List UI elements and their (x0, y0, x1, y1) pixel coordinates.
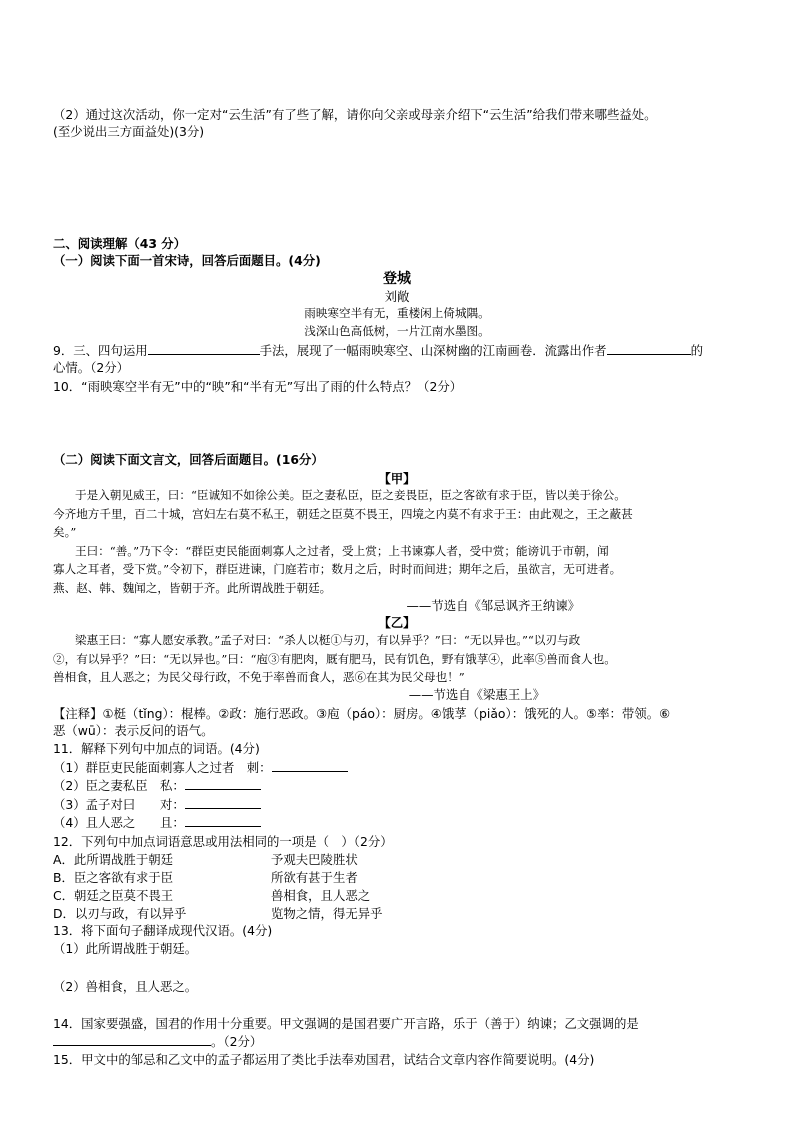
poem-author: 刘敞 (384, 289, 410, 304)
q8-2-line2: (至少说出三方面益处)(3分) (53, 124, 205, 139)
q14-line2 (53, 1033, 262, 1050)
q14-line1: 14．国家要强盛，国君的作用十分重要。甲文强调的是国君要广开言路，乐于（善于）纳谏；乙文强调的是 (53, 1016, 639, 1031)
q11-item-3-text: （3）孟子对曰 对： (53, 797, 185, 812)
q13-title: 13．将下面句子翻译成现代汉语。(4分) (53, 923, 273, 938)
q9-blank-1[interactable] (148, 342, 260, 355)
q11-item-4 (53, 814, 261, 831)
yi-heading: 【乙】 (378, 615, 416, 630)
yi-line1: 梁惠王曰：“寡人愿安承教。”孟子对曰：“杀人以梃①与刃，有以异乎？”曰：“无以异也。”“以刃与政 (75, 633, 581, 647)
notes-line1: 【注释】①梃（tǐng）：棍棒。②政：施行恶政。③庖（páo）：厨房。④饿莩（piǎo）：饿死的人。⑤率：带领。⑥ (53, 706, 671, 721)
q11-blank-4[interactable] (185, 814, 261, 827)
q15: 15．甲文中的邹忌和乙文中的孟子都运用了类比手法奉劝国君，试结合文章内容作简要说明。(4分) (53, 1052, 595, 1067)
part2-title: （二）阅读下面文言文，回答后面题目。(16分） (53, 452, 324, 467)
jia-p2-line1: 王曰：“善。”乃下令：“群臣吏民能面刺寡人之过者，受上赏；上书谏寡人者，受中赏；能谤讥于市朝，闻 (75, 544, 609, 558)
q11-item-3 (53, 796, 261, 813)
q11-item-2 (53, 777, 261, 794)
poem-line-1: 雨映寒空半有无，重楼闲上倚城隅。 (304, 306, 490, 320)
jia-p1-line2: 今齐地方千里，百二十城，宫妇左右莫不私王，朝廷之臣莫不畏王，四境之内莫不有求于王：由此观之，王之蔽甚 (53, 507, 633, 521)
yi-line3: 兽相食，且人恶之；为民父母行政，不免于率兽而食人，恶⑥在其为民父母也！” (53, 670, 465, 684)
q12-title: 12．下列句中加点词语意思或用法相同的一项是（ ）（2分） (53, 834, 393, 849)
q12-option-b[interactable]: B．臣之客欲有求于臣 (53, 870, 174, 885)
poem-title: 登城 (383, 271, 411, 287)
notes-line2: 恶（wū）：表示反问的语气。 (53, 723, 214, 738)
q14-line2-text: 。（2分） (211, 1034, 263, 1049)
q13-item-1: （1）此所谓战胜于朝廷。 (53, 941, 198, 956)
poem-line-2: 浅深山色高低树，一片江南水墨图。 (304, 324, 490, 338)
q11-item-4-text: （4）且人恶之 且： (53, 815, 185, 830)
q12-option-c[interactable]: C．朝廷之臣莫不畏王 (53, 888, 174, 903)
q12-option-d-compare: 览物之情，得无异乎 (271, 906, 383, 921)
q11-item-1-text: （1）群臣吏民能面刺寡人之过者 刺： (53, 760, 272, 775)
q9-blank-2[interactable] (607, 342, 691, 355)
jia-p2-line3: 燕、赵、韩、魏闻之，皆朝于齐。此所谓战胜于朝廷。 (53, 581, 332, 595)
yi-line2: ②，有以异乎？”曰：“无以异也。”曰：“庖③有肥肉，厩有肥马，民有饥色，野有饿莩④，此率⑤兽而食人也。 (53, 652, 616, 666)
q9-line2: 心情。（2分） (53, 360, 130, 375)
q13-item-2: （2）兽相食，且人恶之。 (53, 979, 198, 994)
jia-heading: 【甲】 (378, 471, 416, 486)
q11-blank-1[interactable] (272, 759, 348, 772)
q11-blank-3[interactable] (185, 796, 261, 809)
q11-item-2-text: （2）臣之妻私臣 私： (53, 778, 185, 793)
section-title: 二、阅读理解（43 分） (53, 236, 187, 251)
jia-p1-line3: 矣。” (53, 525, 77, 539)
q8-2-line1: （2）通过这次活动，你一定对“云生活”有了些了解，请你向父亲或母亲介绍下“云生活”给我们带来哪些益处。 (53, 107, 657, 122)
yi-source: ——节选自《梁惠王上》 (408, 687, 545, 702)
q10: 10．“雨映寒空半有无”中的“映”和“半有无”写出了雨的什么特点？（2分） (53, 379, 463, 394)
q11-item-1 (53, 759, 348, 776)
q12-option-d[interactable]: D．以刃与政，有以异乎 (53, 906, 187, 921)
part1-title: （一）阅读下面一首宋诗，回答后面题目。(4分) (53, 253, 321, 268)
q14-blank[interactable] (53, 1033, 211, 1046)
q12-option-a[interactable]: A．此所谓战胜于朝廷 (53, 852, 173, 867)
q9-text-c: 的 (690, 343, 703, 358)
q11-blank-2[interactable] (185, 777, 261, 790)
q9-text-a: 9．三、四句运用 (53, 343, 148, 358)
q9-line1 (53, 342, 703, 359)
q12-option-c-compare: 兽相食，且人恶之 (271, 888, 371, 903)
q12-option-a-compare: 予观夫巴陵胜状 (271, 852, 358, 867)
q9-text-b: 手法，展现了一幅雨映寒空、山深树幽的江南画卷．流露出作者 (259, 343, 607, 358)
q11-title: 11．解释下列句中加点的词语。(4分) (53, 741, 260, 756)
q12-option-b-compare: 所欲有甚于生者 (271, 870, 358, 885)
jia-p2-line2: 寡人之耳者，受下赏。”令初下，群臣进谏，门庭若市；数月之后，时时而间进；期年之后，虽欲言，无可进者。 (53, 562, 622, 576)
jia-p1-line1: 于是入朝见威王，曰：“臣诚知不如徐公美。臣之妻私臣，臣之妾畏臣，臣之客欲有求于臣，皆以美于徐公。 (75, 488, 626, 502)
jia-source: ——节选自《邹忌讽齐王纳谏》 (406, 598, 580, 613)
